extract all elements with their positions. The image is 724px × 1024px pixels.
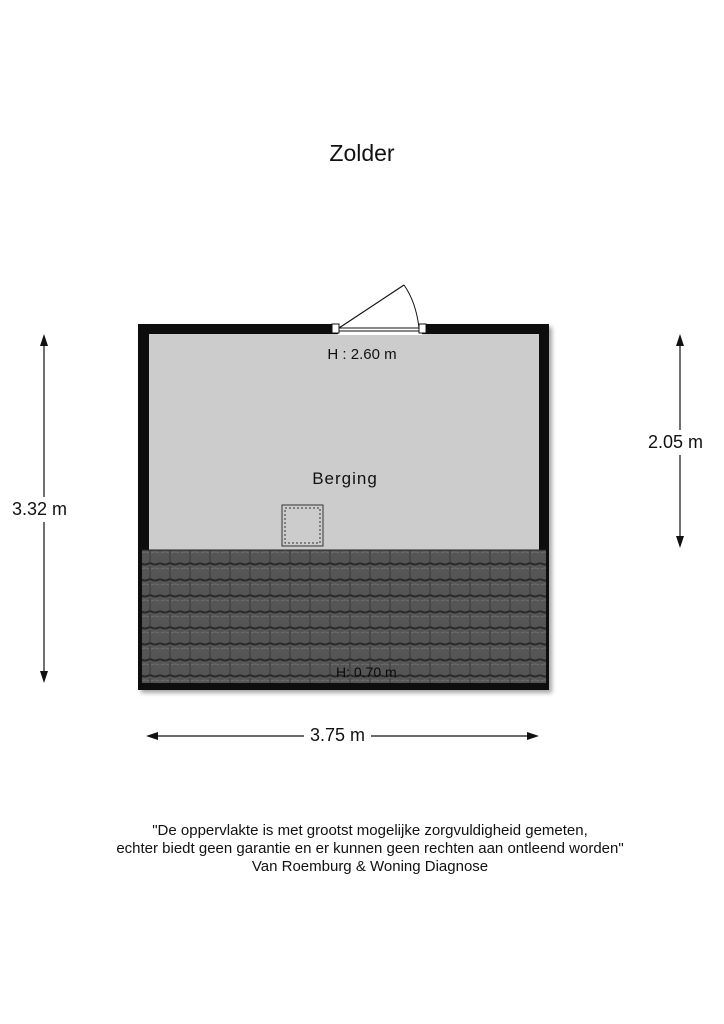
disclaimer-company: Van Roemburg & Woning Diagnose (251, 858, 489, 875)
door (332, 285, 426, 335)
ceiling-height-label: H : 2.60 m (327, 346, 397, 363)
disclaimer-line: echter biedt geen garantie en er kunnen geen rechten aan ontleend worden" (116, 840, 624, 857)
room-floor (149, 334, 539, 550)
floor-title: Zolder (329, 140, 395, 166)
dimension-left-label: 3.32 m (12, 497, 67, 522)
dimension-bottom-label: 3.75 m (304, 725, 371, 746)
disclaimer (0, 822, 724, 876)
dimension-right-label: 2.05 m (648, 430, 703, 455)
low-height-label: H: 0.70 m (336, 664, 397, 680)
room-label: Berging (312, 469, 378, 488)
disclaimer-line: "De oppervlakte is met grootst mogelijke zorgvuldigheid gemeten, (152, 822, 588, 839)
